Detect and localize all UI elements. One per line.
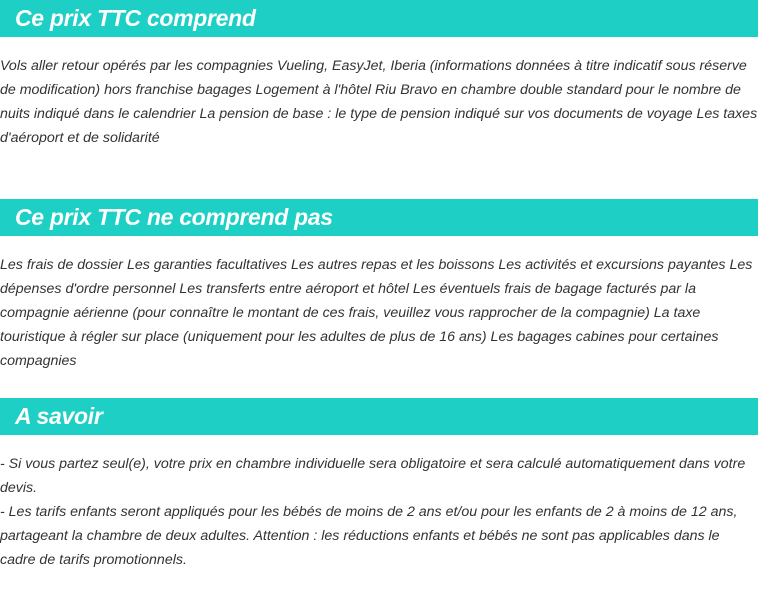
section-body-included: [0, 54, 758, 150]
section-body-not-included: [0, 253, 758, 373]
good-to-know-solo: - Si vous partez seul(e), votre prix en chambre individuelle sera obligatoire et sera calculé automatiquement dans votre devis.: [0, 456, 746, 496]
section-header-included: [0, 0, 758, 37]
section-title-included: Ce prix TTC comprend: [15, 5, 256, 31]
section-title-good-to-know: A savoir: [15, 403, 103, 429]
section-title-not-included: Ce prix TTC ne comprend pas: [15, 204, 333, 230]
good-to-know-children: - Les tarifs enfants seront appliqués pour les bébés de moins de 2 ans et/ou pour les enfants de 2 à moins de 12 ans, partageant la chambre de deux adultes. Attention : les réductions enfants et bébés ne sont pas applicables dans le cadre de tarifs promotionnels.: [0, 504, 738, 568]
section-header-good-to-know: [0, 398, 758, 435]
section-header-not-included: [0, 199, 758, 236]
included-text: Vols aller retour opérés par les compagnies Vueling, EasyJet, Iberia (informations données à titre indicatif sous réserve de modification) hors franchise bagages Logement à l'hôtel Riu Bravo en chambre double standard pour le nombre de nuits indiqué dans le calendrier La pension de base : le type de pension indiqué sur vos documents de voyage Les taxes d'aéroport et de solidarité: [0, 58, 758, 146]
not-included-text: Les frais de dossier Les garanties facultatives Les autres repas et les boissons Les activités et excursions payantes Les dépenses d'ordre personnel Les transferts entre aéroport et hôtel Les éventuels frais de bagage facturés par la compagnie aérienne (pour connaître le montant de ces frais, veuillez vous rapprocher de la compagnie) La taxe touristique à régler sur place (uniquement pour les adultes de plus de 16 ans) Les bagages cabines pour certaines compagnies: [0, 257, 753, 369]
section-body-good-to-know: [0, 452, 758, 572]
